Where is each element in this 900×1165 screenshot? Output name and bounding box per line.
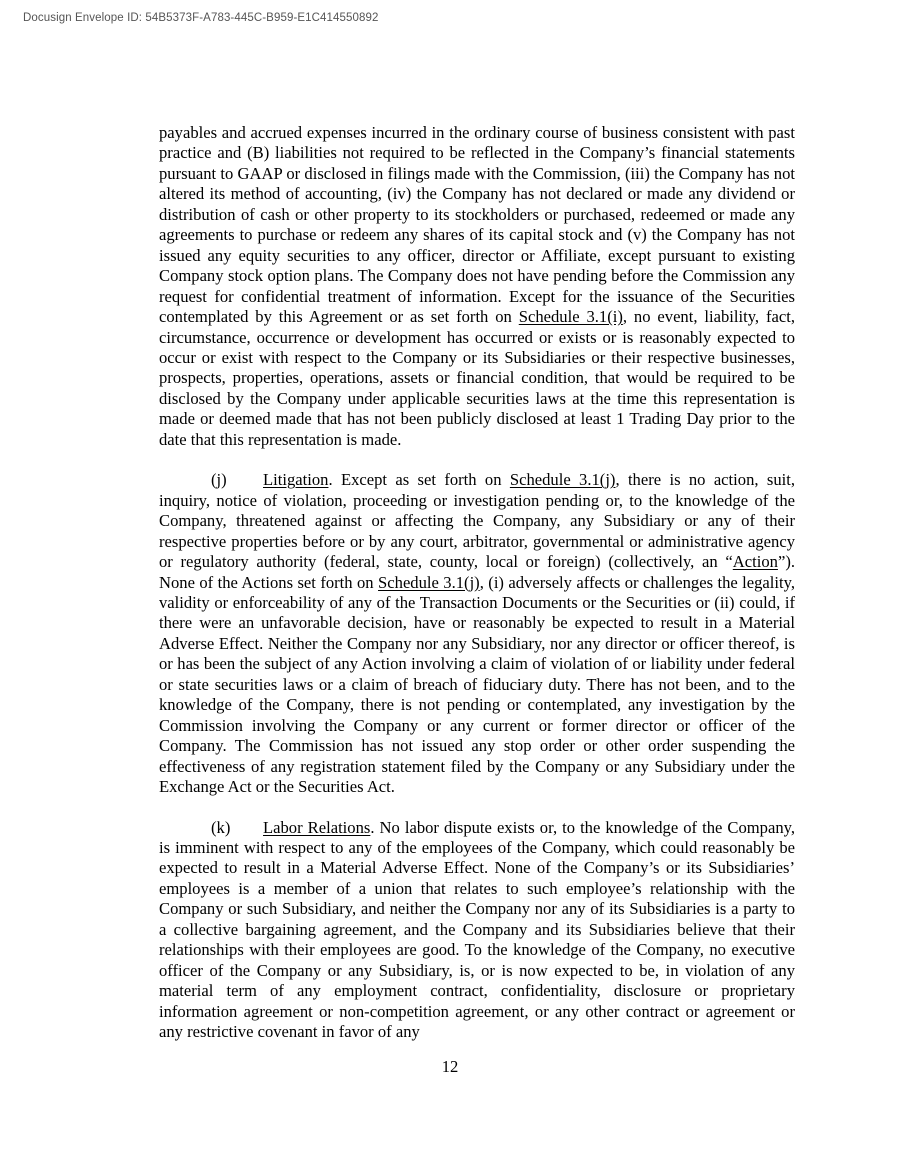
paragraph-text: payables and accrued expenses incurred in the ordinary course of business consistent with past practice and (B) liabilities not required to be reflected in the Company’s financial statements pursuant to GAAP or disclosed in filings made with the Commission, (iii) the Company has not altered its method of accounting, (iv) the Company has not declared or made any dividend or distribution of cash or other property to its stockholders or purchased, redeemed or made any agreements to purchase or redeem any shares of its capital stock and (v) the Company has not issued any equity securities to any officer, director or Affiliate, except pursuant to existing Company stock option plans. The Company does not have pending before the Commission any request for confidential treatment of information. Except for the issuance of the Securities contemplated by this Agreement or as set forth on xyxy=(159,123,795,327)
paragraph-continuation xyxy=(159,123,795,450)
schedule-reference: Schedule 3.1(i) xyxy=(518,307,623,327)
paragraph-text: . No labor dispute exists or, to the knowledge of the Company, is imminent with respect to any of the employees of the Company, which could reasonably be expected to result in a Material Adverse Effect. None of the Company’s or its Subsidiaries’ employees is a member of a union that relates to such employee’s relationship with the Company or such Subsidiary, and neither the Company nor any of its Subsidiaries is a party to a collective bargaining agreement, and the Company and its Subsidiaries believe that their relationships with their employees are good. To the knowledge of the Company, no executive officer of the Company or any Subsidiary, is, or is now expected to be, in violation of any material term of any employment contract, confidentiality, disclosure or proprietary information agreement or non-competition agreement, or any other contract or agreement or any restrictive covenant in favor of any xyxy=(159,817,795,1042)
section-number: (k) xyxy=(211,817,231,837)
section-litigation xyxy=(159,470,795,797)
schedule-reference: Schedule 3.1(j) xyxy=(378,572,480,592)
paragraph-text: . Except as set forth on xyxy=(328,470,510,490)
section-number: (j) xyxy=(211,470,227,490)
schedule-reference: Schedule 3.1(j) xyxy=(509,470,616,490)
envelope-id: Docusign Envelope ID: 54B5373F-A783-445C-B959-E1C414550892 xyxy=(23,12,379,24)
paragraph-text: , there is no action, suit, inquiry, notice of violation, proceeding or investigation pending or, to the knowledge of the Company, threatened against or affecting the Company, any Subsidiary or any of their respective properties before or by any court, arbitrator, governmental or administrative agency or regulatory authority (federal, state, county, local or foreign) (collectively, an “ xyxy=(159,470,795,572)
section-heading: Labor Relations xyxy=(263,817,371,837)
section-labor-relations xyxy=(159,818,795,1043)
paragraph-text: , (i) adversely affects or challenges the legality, validity or enforceability of any of the Transaction Documents or the Securities or (ii) could, if there were an unfavorable decision, have or reasonably be expected to result in a Material Adverse Effect. Neither the Company nor any Subsidiary, nor any director or officer thereof, is or has been the subject of any Action involving a claim of violation of or liability under federal or state securities laws or a claim of breach of fiduciary duty. There has not been, and to the knowledge of the Company, there is not pending or contemplated, any investigation by the Commission involving the Company or any current or former director or officer of the Company. The Commission has not issued any stop order or other order suspending the effectiveness of any registration statement filed by the Company or any Subsidiary under the Exchange Act or the Securities Act. xyxy=(159,572,795,797)
document-body xyxy=(159,123,795,1042)
defined-term: Action xyxy=(732,552,778,572)
paragraph-text: ”). None of the Actions set forth on xyxy=(159,552,795,592)
page-number: 12 xyxy=(441,1057,459,1076)
section-heading: Litigation xyxy=(263,470,329,490)
paragraph-text: , no event, liability, fact, circumstance, occurrence or development has occurred or exists or is reasonably expected to occur or exist with respect to the Company or its Subsidiaries or their respective businesses, prospects, properties, operations, assets or financial condition, that would be required to be disclosed by the Company under applicable securities laws at the time this representation is made or deemed made that has not been publicly disclosed at least 1 Trading Day prior to the date that this representation is made. xyxy=(159,307,795,449)
